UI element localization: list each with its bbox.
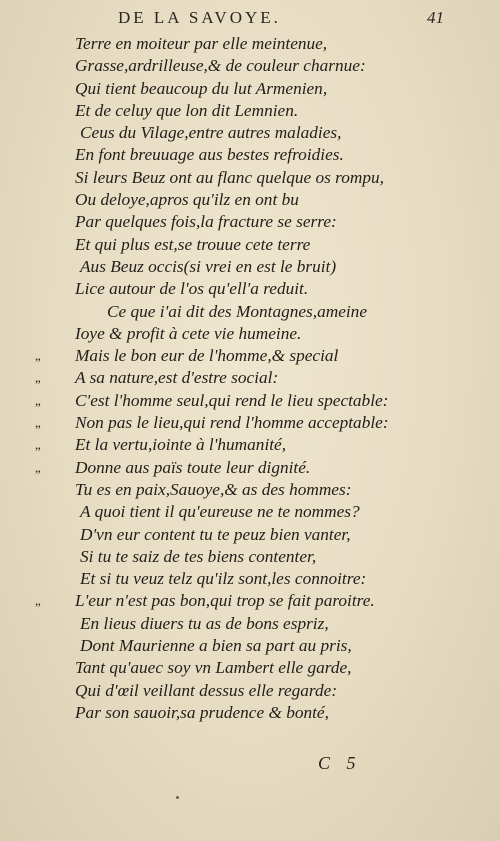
verse-text: Ce que i'ai dit des Montagnes,ameine	[107, 301, 367, 321]
verse-line	[0, 657, 500, 679]
verse-line	[0, 33, 500, 55]
quotation-mark: „	[35, 459, 40, 475]
verse-line	[0, 167, 500, 189]
verse-line	[0, 390, 500, 412]
verse-line	[0, 323, 500, 345]
verse-text: Qui tient beaucoup du lut Armenien,	[75, 78, 328, 98]
verse-text: A quoi tient il qu'eureuse ne te nommes?	[80, 502, 360, 522]
verse-line	[0, 367, 500, 389]
verse-line	[0, 234, 500, 256]
quotation-mark: „	[35, 392, 40, 408]
verse-text: C'est l'homme seul,qui rend le lieu spectable:	[75, 390, 389, 410]
verse-text: L'eur n'est pas bon,qui trop se fait paroitre.	[75, 591, 375, 611]
verse-line	[0, 457, 500, 479]
verse-text: A sa nature,est d'estre social:	[75, 368, 279, 388]
verse-line	[0, 211, 500, 233]
verse-line	[0, 501, 500, 523]
verse-text: Non pas le lieu,qui rend l'homme acceptable:	[75, 413, 389, 433]
verse-text: Qui d'œil veillant dessus elle regarde:	[75, 680, 338, 700]
verse-text: Tu es en paix,Sauoye,& as des hommes:	[75, 479, 352, 499]
quotation-mark: „	[35, 437, 40, 453]
verse-text: Et de celuy que lon dit Lemnien.	[75, 100, 299, 120]
verse-text: Grasse,ardrilleuse,& de couleur charnue:	[75, 56, 366, 76]
running-head: DE LA SAVOYE.	[118, 8, 281, 27]
verse-line	[0, 524, 500, 546]
verse-text: D'vn eur content tu te peuz bien vanter,	[80, 524, 351, 544]
page-number: 41	[427, 8, 444, 27]
verse-text: Si tu te saiz de tes biens contenter,	[80, 546, 317, 566]
verse-text: Lice autour de l'os qu'ell'a reduit.	[75, 279, 309, 299]
quotation-mark: „	[35, 415, 40, 431]
quotation-mark: „	[35, 593, 40, 609]
verse-text: En font breuuage aus bestes refroidies.	[75, 145, 344, 165]
verse-line	[0, 479, 500, 501]
verse-line	[0, 613, 500, 635]
signature-mark: C 5	[318, 753, 362, 773]
poem-body	[0, 33, 500, 724]
verse-line	[0, 100, 500, 122]
verse-text: Et la vertu,iointe à l'humanité,	[75, 435, 287, 455]
verse-line	[0, 55, 500, 77]
verse-line	[0, 345, 500, 367]
verse-line	[0, 122, 500, 144]
verse-text: Et si tu veuz telz qu'ilz sont,les connoitre:	[80, 569, 367, 589]
verse-text: Aus Beuz occis(si vrei en est le bruit)	[80, 256, 337, 276]
verse-line	[0, 301, 500, 323]
verse-line	[0, 144, 500, 166]
verse-line	[0, 189, 500, 211]
ink-speck	[176, 796, 179, 799]
verse-text: Tant qu'auec soy vn Lambert elle garde,	[75, 658, 352, 678]
verse-line	[0, 680, 500, 702]
verse-line	[0, 434, 500, 456]
verse-line	[0, 78, 500, 100]
verse-text: Dont Maurienne a bien sa part au pris,	[80, 636, 352, 656]
quotation-mark: „	[35, 348, 40, 364]
verse-text: Ioye & profit à cete vie humeine.	[75, 323, 302, 343]
quotation-mark: „	[35, 370, 40, 386]
verse-text: Par son sauoir,sa prudence & bonté,	[75, 702, 329, 722]
verse-text: Mais le bon eur de l'homme,& special	[75, 346, 339, 366]
verse-line	[0, 412, 500, 434]
verse-line	[0, 702, 500, 724]
verse-line	[0, 635, 500, 657]
verse-line	[0, 256, 500, 278]
verse-text: Ou deloye,apros qu'ilz en ont bu	[75, 190, 299, 210]
verse-text: Terre en moiteur par elle meintenue,	[75, 34, 328, 53]
verse-line	[0, 278, 500, 300]
verse-text: Par quelques fois,la fracture se serre:	[75, 212, 337, 232]
verse-text: Et qui plus est,se trouue cete terre	[75, 234, 311, 254]
verse-text: En lieus diuers tu as de bons espriz,	[80, 613, 329, 633]
verse-text: Si leurs Beuz ont au flanc quelque os rompu,	[75, 167, 384, 187]
verse-line	[0, 546, 500, 568]
verse-line	[0, 568, 500, 590]
verse-text: Ceus du Vilage,entre autres maladies,	[80, 123, 342, 143]
verse-line	[0, 590, 500, 612]
page-header	[0, 6, 500, 32]
verse-text: Donne aus païs toute leur dignité.	[75, 457, 311, 477]
